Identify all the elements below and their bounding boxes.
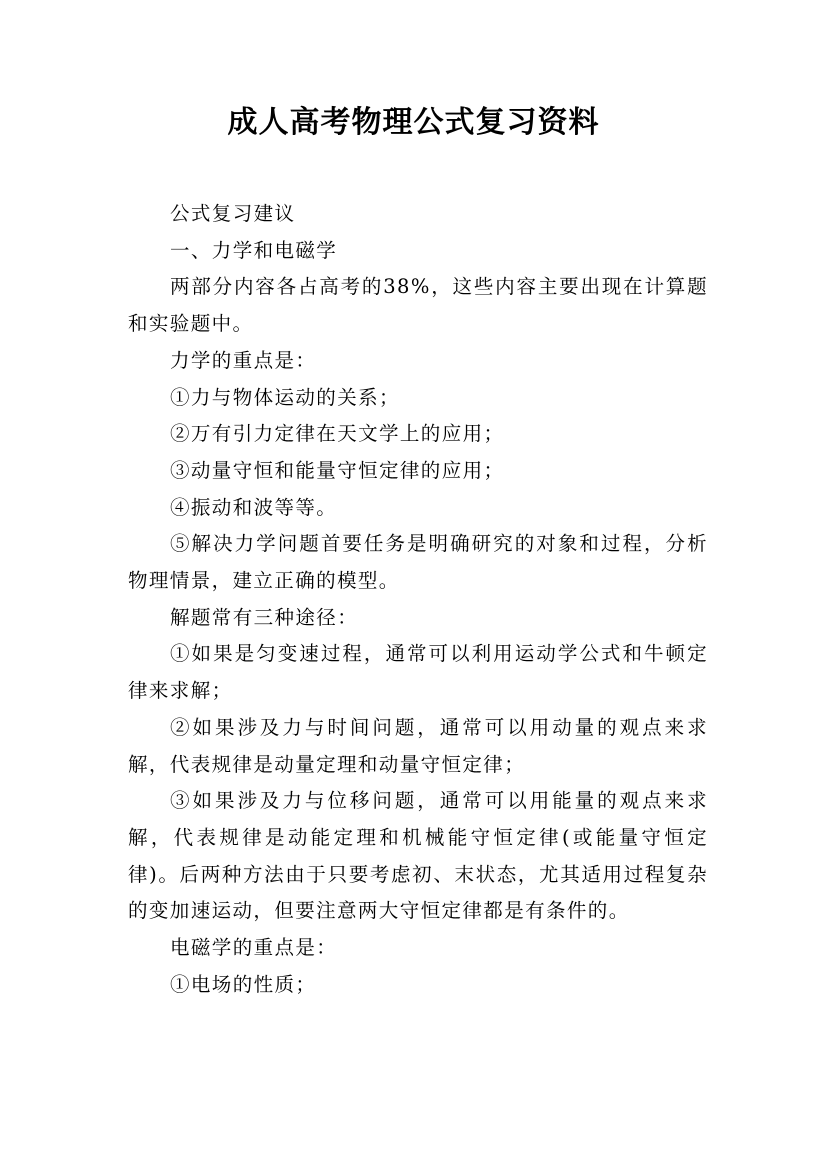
paragraph-review-advice: 公式复习建议 — [170, 202, 296, 225]
document-title: 成人高考物理公式复习资料 — [227, 105, 600, 140]
list-item-approach-2: ②如果涉及力与时间问题，通常可以用动量的观点来求解，代表规律是动量定理和动量守恒定律； — [128, 715, 708, 776]
section-heading-mechanics-electromagnetism: 一、力学和电磁学 — [170, 238, 338, 262]
paragraph-electromagnetism-key-points: 电磁学的重点是： — [170, 936, 338, 960]
list-item-mechanics-1: ①力与物体运动的关系； — [170, 385, 400, 409]
list-item-approach-3: ③如果涉及力与位移问题，通常可以用能量的观点来求解，代表规律是动能定理和机械能守恒定律(或能量守恒定律)。后两种方法由于只要考虑初、末状态，尤其适用过程复杂的变加速运动，但要注意两大守恒定律都是有条件的。 — [128, 789, 708, 923]
list-item-approach-1: ①如果是匀变速过程，通常可以利用运动学公式和牛顿定律来求解； — [128, 642, 708, 703]
list-item-mechanics-3: ③动量守恒和能量守恒定律的应用； — [170, 458, 505, 482]
list-item-mechanics-2: ②万有引力定律在天文学上的应用； — [170, 422, 505, 446]
list-item-mechanics-5: ⑤解决力学问题首要任务是明确研究的对象和过程，分析物理情景，建立正确的模型。 — [128, 532, 708, 593]
document-body — [128, 196, 708, 1003]
list-item-electromagnetism-1: ①电场的性质； — [170, 972, 317, 996]
paragraph-mechanics-key-points: 力学的重点是： — [170, 348, 317, 372]
paragraph-exam-share: 两部分内容各占高考的38%，这些内容主要出现在计算题和实验题中。 — [128, 275, 708, 336]
list-item-mechanics-4: ④振动和波等等。 — [170, 495, 338, 519]
paragraph-solution-approaches: 解题常有三种途径： — [170, 605, 359, 629]
